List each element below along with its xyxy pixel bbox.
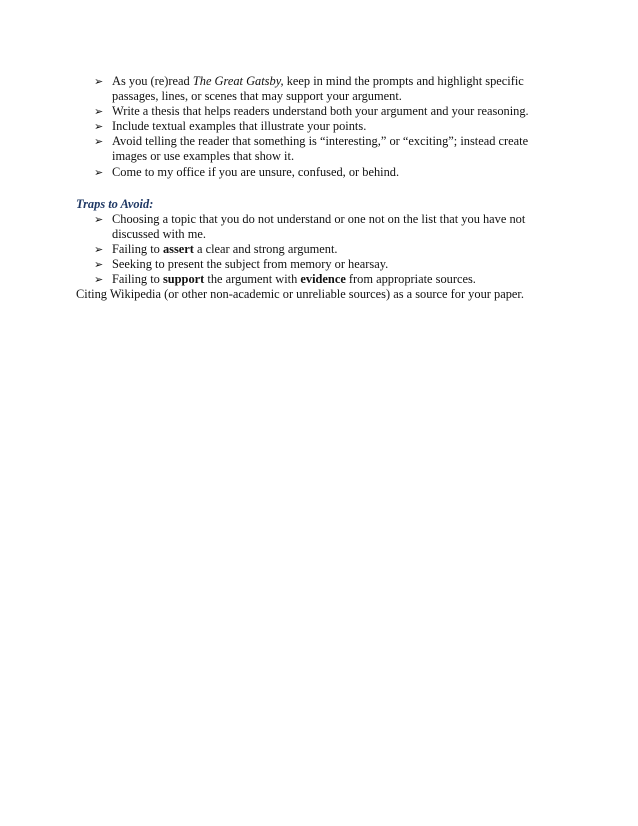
list-item: ➢ Come to my office if you are unsure, confused, or behind. — [94, 164, 400, 179]
book-title: The Great Gatsby, — [192, 74, 284, 88]
arrow-bullet-icon: ➢ — [94, 135, 104, 149]
list-item: ➢ Avoid telling the reader that something is “interesting,” or “exciting”; instead create images or use examples that show it. — [94, 134, 529, 164]
traps-list — [94, 212, 566, 287]
arrow-bullet-icon: ➢ — [94, 273, 104, 287]
list-item: ➢ Write a thesis that helps readers understand both your argument and your reasoning. — [94, 104, 529, 119]
arrow-bullet-icon: ➢ — [94, 165, 104, 179]
list-item: ➢ Failing to support the argument with evidence from appropriate sources. — [94, 272, 476, 287]
emphasis-support: support — [162, 272, 205, 287]
arrow-bullet-icon: ➢ — [94, 120, 104, 134]
emphasis-assert: assert — [162, 241, 194, 256]
list-item: ➢ Seeking to present the subject from memory or hearsay. — [94, 257, 389, 272]
list-item: ➢ As you (re)read The Great Gatsby, keep in mind the prompts and highlight specific passages, lines, or scenes that may support your argument. — [94, 74, 524, 104]
arrow-bullet-icon: ➢ — [94, 75, 104, 88]
list-item: ➢ Failing to assert a clear and strong argument. — [94, 241, 338, 256]
arrow-bullet-icon: ➢ — [94, 212, 104, 226]
arrow-bullet-icon: ➢ — [94, 105, 104, 119]
list-item: ➢ Choosing a topic that you do not understand or one not on the list that you have not discussed with me. — [94, 211, 526, 241]
arrow-bullet-icon: ➢ — [94, 242, 104, 256]
traps-heading: Traps to Avoid: — [76, 196, 154, 211]
emphasis-evidence: evidence — [300, 272, 346, 287]
list-item: ➢ Include textual examples that illustrate your points. — [94, 119, 367, 134]
closing-line: Citing Wikipedia (or other non-academic or unreliable sources) as a source for your paper. — [76, 287, 524, 302]
document-content — [76, 74, 566, 302]
arrow-bullet-icon: ➢ — [94, 258, 104, 272]
tips-list — [94, 74, 566, 180]
